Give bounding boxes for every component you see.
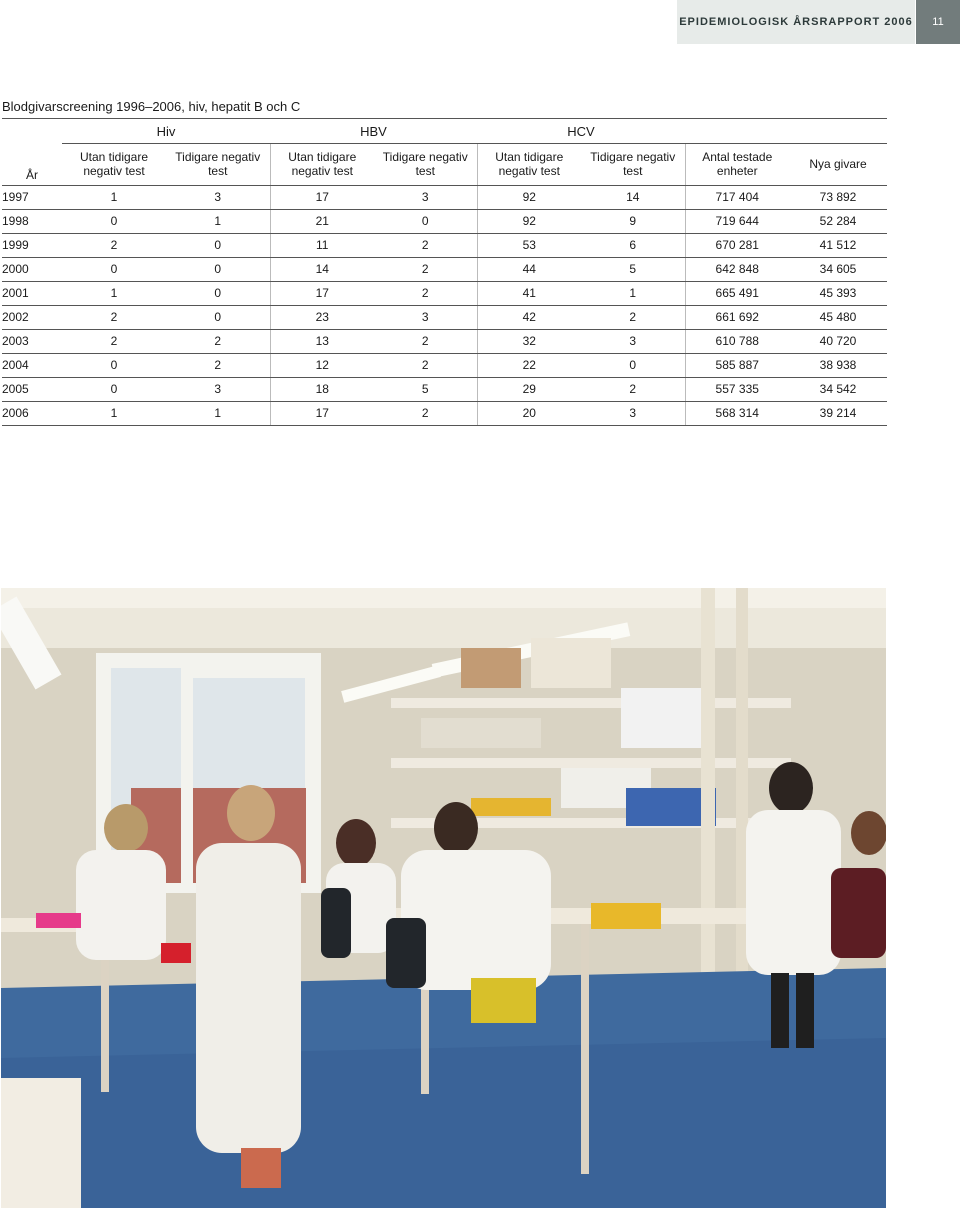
table-cell: 2: [374, 233, 477, 257]
group-header-hbv: HBV: [270, 119, 477, 144]
screening-table: [2, 118, 887, 426]
year-header: År: [2, 144, 62, 186]
column-header: Utan tidigare negativ test: [477, 144, 581, 186]
laboratory-photo-illustration: [1, 588, 886, 1208]
table-cell: 585 887: [685, 353, 789, 377]
table-cell: 45 480: [789, 305, 887, 329]
column-header: Utan tidigare negativ test: [270, 144, 374, 186]
table-cell: 45 393: [789, 281, 887, 305]
column-header: Tidigare negativ test: [374, 144, 477, 186]
table-cell: 17: [270, 401, 374, 425]
table-cell: 34 605: [789, 257, 887, 281]
table-cell: 2: [62, 329, 166, 353]
table-cell: 3: [166, 377, 270, 401]
table-cell: 0: [166, 257, 270, 281]
group-header-hcv: HCV: [477, 119, 685, 144]
table-cell: 670 281: [685, 233, 789, 257]
table-row: [2, 209, 887, 233]
table-cell: 40 720: [789, 329, 887, 353]
column-header: Tidigare negativ test: [581, 144, 685, 186]
year-cell: 1998: [2, 209, 62, 233]
table-cell: 5: [374, 377, 477, 401]
table-cell: 2: [581, 377, 685, 401]
year-cell: 2003: [2, 329, 62, 353]
page-number: 11: [916, 0, 960, 44]
table-cell: 42: [477, 305, 581, 329]
table-cell: 1: [62, 401, 166, 425]
table-cell: 2: [374, 401, 477, 425]
table-cell: 23: [270, 305, 374, 329]
table-cell: 3: [374, 185, 477, 209]
table-cell: 14: [581, 185, 685, 209]
table-cell: 6: [581, 233, 685, 257]
table-cell: 9: [581, 209, 685, 233]
table-cell: 1: [581, 281, 685, 305]
table-row: [2, 401, 887, 425]
table-cell: 0: [62, 377, 166, 401]
table-cell: 92: [477, 185, 581, 209]
table-row: [2, 329, 887, 353]
table-cell: 13: [270, 329, 374, 353]
table-cell: 719 644: [685, 209, 789, 233]
table-cell: 1: [62, 185, 166, 209]
table-row: [2, 257, 887, 281]
year-cell: 2004: [2, 353, 62, 377]
blank-header: [2, 119, 62, 144]
table-cell: 2: [166, 353, 270, 377]
table-cell: 0: [62, 209, 166, 233]
table-cell: 1: [166, 209, 270, 233]
year-cell: 1997: [2, 185, 62, 209]
table-cell: 2: [62, 233, 166, 257]
table-cell: 2: [581, 305, 685, 329]
table-cell: 53: [477, 233, 581, 257]
table-cell: 38 938: [789, 353, 887, 377]
table-cell: 39 214: [789, 401, 887, 425]
year-cell: 2006: [2, 401, 62, 425]
year-cell: 2005: [2, 377, 62, 401]
table-cell: 34 542: [789, 377, 887, 401]
blank-header: [685, 119, 887, 144]
table-row: [2, 353, 887, 377]
table-cell: 3: [374, 305, 477, 329]
table-cell: 2: [374, 329, 477, 353]
table-cell: 3: [166, 185, 270, 209]
table-cell: 1: [62, 281, 166, 305]
column-header: Antal testade enheter: [685, 144, 789, 186]
table-cell: 568 314: [685, 401, 789, 425]
column-header: Utan tidigare negativ test: [62, 144, 166, 186]
laboratory-photo: [1, 588, 886, 1208]
table-cell: 20: [477, 401, 581, 425]
report-title: EPIDEMIOLOGISK ÅRSRAPPORT 2006: [679, 16, 913, 28]
table-cell: 17: [270, 185, 374, 209]
table-cell: 21: [270, 209, 374, 233]
table-cell: 17: [270, 281, 374, 305]
group-header-hiv: Hiv: [62, 119, 270, 144]
table-cell: 0: [62, 353, 166, 377]
table-cell: 3: [581, 329, 685, 353]
table-cell: 2: [166, 329, 270, 353]
column-header: Nya givare: [789, 144, 887, 186]
year-cell: 1999: [2, 233, 62, 257]
year-cell: 2001: [2, 281, 62, 305]
table-cell: 610 788: [685, 329, 789, 353]
table-cell: 0: [581, 353, 685, 377]
table-title: Blodgivarscreening 1996–2006, hiv, hepatit B och C: [2, 99, 301, 114]
table-cell: 2: [374, 353, 477, 377]
table-cell: 642 848: [685, 257, 789, 281]
table-row: [2, 281, 887, 305]
table-cell: 32: [477, 329, 581, 353]
table-cell: 0: [62, 257, 166, 281]
table-cell: 18: [270, 377, 374, 401]
table-cell: 2: [374, 281, 477, 305]
table-cell: 22: [477, 353, 581, 377]
table-cell: 2: [62, 305, 166, 329]
table-cell: 0: [166, 281, 270, 305]
table-cell: 557 335: [685, 377, 789, 401]
table-cell: 73 892: [789, 185, 887, 209]
table-cell: 0: [166, 305, 270, 329]
year-cell: 2000: [2, 257, 62, 281]
table-cell: 2: [374, 257, 477, 281]
table-cell: 1: [166, 401, 270, 425]
table-row: [2, 185, 887, 209]
table-cell: 665 491: [685, 281, 789, 305]
table-cell: 0: [166, 233, 270, 257]
report-header: [677, 0, 915, 44]
table-cell: 41 512: [789, 233, 887, 257]
column-header: Tidigare negativ test: [166, 144, 270, 186]
table-cell: 12: [270, 353, 374, 377]
table-cell: 52 284: [789, 209, 887, 233]
table-cell: 3: [581, 401, 685, 425]
table-row: [2, 233, 887, 257]
table-cell: 29: [477, 377, 581, 401]
table-cell: 11: [270, 233, 374, 257]
table-cell: 44: [477, 257, 581, 281]
table-cell: 5: [581, 257, 685, 281]
table-cell: 14: [270, 257, 374, 281]
table-row: [2, 305, 887, 329]
table-cell: 717 404: [685, 185, 789, 209]
table-cell: 661 692: [685, 305, 789, 329]
table-row: [2, 377, 887, 401]
year-cell: 2002: [2, 305, 62, 329]
table-cell: 41: [477, 281, 581, 305]
table-cell: 0: [374, 209, 477, 233]
table-cell: 92: [477, 209, 581, 233]
